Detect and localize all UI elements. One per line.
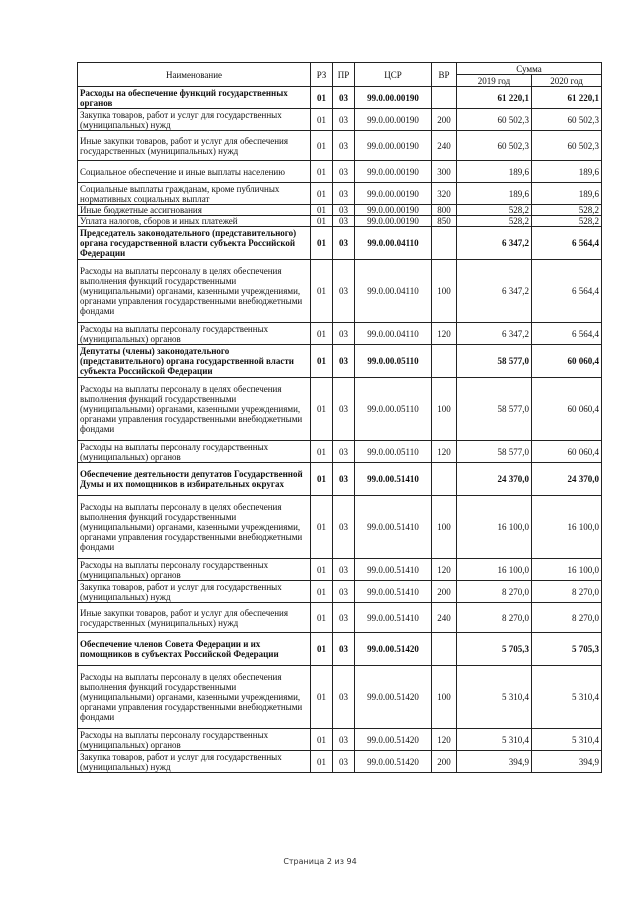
cell-rz: 01 xyxy=(311,109,333,131)
cell-csr: 99.0.00.00190 xyxy=(355,131,432,161)
cell-vr: 100 xyxy=(432,496,457,559)
cell-csr: 99.0.00.51410 xyxy=(355,496,432,559)
cell-2019: 5 310,4 xyxy=(457,729,532,751)
cell-name: Председатель законодательного (представительного) органа государственной власти субъекта Российской Федерации xyxy=(78,227,311,260)
cell-rz: 01 xyxy=(311,183,333,205)
cell-2019: 8 270,0 xyxy=(457,581,532,603)
cell-2019: 5 705,3 xyxy=(457,633,532,666)
cell-csr: 99.0.00.05110 xyxy=(355,441,432,463)
table-row xyxy=(78,87,602,109)
cell-rz: 01 xyxy=(311,161,333,183)
cell-2020: 16 100,0 xyxy=(532,496,602,559)
cell-rz: 01 xyxy=(311,87,333,109)
cell-2019: 60 502,3 xyxy=(457,109,532,131)
header-name: Наименование xyxy=(78,63,311,87)
cell-name: Иные закупки товаров, работ и услуг для обеспечения государственных (муниципальных) нужд xyxy=(78,603,311,633)
table-row xyxy=(78,227,602,260)
cell-csr: 99.0.00.05110 xyxy=(355,345,432,378)
cell-pr: 03 xyxy=(333,323,355,345)
cell-2020: 189,6 xyxy=(532,183,602,205)
cell-vr xyxy=(432,87,457,109)
cell-vr xyxy=(432,345,457,378)
cell-vr: 200 xyxy=(432,581,457,603)
cell-vr: 100 xyxy=(432,666,457,729)
cell-rz: 01 xyxy=(311,378,333,441)
cell-pr: 03 xyxy=(333,205,355,216)
cell-csr: 99.0.00.00190 xyxy=(355,87,432,109)
cell-2020: 24 370,0 xyxy=(532,463,602,496)
cell-rz: 01 xyxy=(311,559,333,581)
cell-pr: 03 xyxy=(333,441,355,463)
cell-pr: 03 xyxy=(333,463,355,496)
cell-csr: 99.0.00.04110 xyxy=(355,323,432,345)
cell-rz: 01 xyxy=(311,603,333,633)
cell-vr: 850 xyxy=(432,216,457,227)
table-row xyxy=(78,441,602,463)
cell-pr: 03 xyxy=(333,559,355,581)
cell-pr: 03 xyxy=(333,260,355,323)
table-row xyxy=(78,603,602,633)
cell-name: Закупка товаров, работ и услуг для государственных (муниципальных) нужд xyxy=(78,751,311,773)
cell-rz: 01 xyxy=(311,260,333,323)
cell-2020: 60 060,4 xyxy=(532,378,602,441)
cell-2020: 60 502,3 xyxy=(532,131,602,161)
cell-2020: 6 564,4 xyxy=(532,227,602,260)
cell-name: Расходы на выплаты персоналу в целях обеспечения выполнения функций государственными (муниципальными) органами, казенными учреждениями, органами управления государственными внебюджетными фондами xyxy=(78,666,311,729)
cell-2019: 58 577,0 xyxy=(457,378,532,441)
cell-name: Социальное обеспечение и иные выплаты населению xyxy=(78,161,311,183)
table-row xyxy=(78,666,602,729)
cell-pr: 03 xyxy=(333,345,355,378)
cell-vr: 120 xyxy=(432,729,457,751)
cell-rz: 01 xyxy=(311,205,333,216)
cell-csr: 99.0.00.04110 xyxy=(355,260,432,323)
cell-name: Расходы на обеспечение функций государственных органов xyxy=(78,87,311,109)
cell-2020: 528,2 xyxy=(532,216,602,227)
cell-2020: 60 060,4 xyxy=(532,441,602,463)
cell-vr: 300 xyxy=(432,161,457,183)
cell-rz: 01 xyxy=(311,323,333,345)
table-row xyxy=(78,260,602,323)
cell-2020: 8 270,0 xyxy=(532,581,602,603)
cell-csr: 99.0.00.51420 xyxy=(355,751,432,773)
cell-pr: 03 xyxy=(333,161,355,183)
cell-rz: 01 xyxy=(311,633,333,666)
cell-rz: 01 xyxy=(311,729,333,751)
table-row xyxy=(78,161,602,183)
cell-csr: 99.0.00.51410 xyxy=(355,603,432,633)
cell-2020: 8 270,0 xyxy=(532,603,602,633)
table-row xyxy=(78,496,602,559)
cell-name: Расходы на выплаты персоналу в целях обеспечения выполнения функций государственными (муниципальными) органами, казенными учреждениями, органами управления государственными внебюджетными фондами xyxy=(78,496,311,559)
cell-name: Расходы на выплаты персоналу государственных (муниципальных) органов xyxy=(78,323,311,345)
header-year-2019: 2019 год xyxy=(457,75,532,87)
cell-name: Расходы на выплаты персоналу государственных (муниципальных) органов xyxy=(78,441,311,463)
cell-csr: 99.0.00.00190 xyxy=(355,216,432,227)
cell-csr: 99.0.00.05110 xyxy=(355,378,432,441)
cell-vr: 320 xyxy=(432,183,457,205)
budget-table xyxy=(77,62,602,773)
cell-csr: 99.0.00.00190 xyxy=(355,205,432,216)
cell-2019: 394,9 xyxy=(457,751,532,773)
cell-pr: 03 xyxy=(333,87,355,109)
header-sum: Сумма xyxy=(457,63,602,75)
cell-rz: 01 xyxy=(311,227,333,260)
cell-name: Обеспечение деятельности депутатов Государственной Думы и их помощников в избирательных округах xyxy=(78,463,311,496)
cell-vr: 100 xyxy=(432,378,457,441)
table-row xyxy=(78,463,602,496)
cell-pr: 03 xyxy=(333,131,355,161)
cell-2020: 394,9 xyxy=(532,751,602,773)
cell-pr: 03 xyxy=(333,183,355,205)
table-row xyxy=(78,131,602,161)
cell-vr: 240 xyxy=(432,603,457,633)
cell-vr: 240 xyxy=(432,131,457,161)
cell-vr: 120 xyxy=(432,441,457,463)
cell-rz: 01 xyxy=(311,666,333,729)
cell-2019: 189,6 xyxy=(457,161,532,183)
cell-pr: 03 xyxy=(333,109,355,131)
cell-2019: 16 100,0 xyxy=(457,496,532,559)
header-pr: ПР xyxy=(333,63,355,87)
cell-2020: 61 220,1 xyxy=(532,87,602,109)
cell-pr: 03 xyxy=(333,216,355,227)
cell-2020: 5 705,3 xyxy=(532,633,602,666)
cell-vr xyxy=(432,227,457,260)
cell-vr: 200 xyxy=(432,751,457,773)
cell-vr: 100 xyxy=(432,260,457,323)
cell-name: Расходы на выплаты персоналу в целях обеспечения выполнения функций государственными (муниципальными) органами, казенными учреждениями, органами управления государственными внебюджетными фондами xyxy=(78,378,311,441)
cell-vr xyxy=(432,463,457,496)
cell-name: Расходы на выплаты персоналу государственных (муниципальных) органов xyxy=(78,559,311,581)
cell-2019: 6 347,2 xyxy=(457,323,532,345)
header-vr: ВР xyxy=(432,63,457,87)
cell-pr: 03 xyxy=(333,729,355,751)
table-row xyxy=(78,183,602,205)
cell-rz: 01 xyxy=(311,751,333,773)
cell-2020: 5 310,4 xyxy=(532,666,602,729)
cell-pr: 03 xyxy=(333,227,355,260)
header-rz: РЗ xyxy=(311,63,333,87)
cell-rz: 01 xyxy=(311,581,333,603)
cell-2020: 6 564,4 xyxy=(532,323,602,345)
table-row xyxy=(78,216,602,227)
cell-2019: 6 347,2 xyxy=(457,227,532,260)
cell-csr: 99.0.00.51410 xyxy=(355,463,432,496)
cell-2020: 6 564,4 xyxy=(532,260,602,323)
cell-2019: 60 502,3 xyxy=(457,131,532,161)
cell-vr: 800 xyxy=(432,205,457,216)
cell-name: Иные бюджетные ассигнования xyxy=(78,205,311,216)
table-row xyxy=(78,378,602,441)
cell-2020: 16 100,0 xyxy=(532,559,602,581)
cell-name: Закупка товаров, работ и услуг для государственных (муниципальных) нужд xyxy=(78,581,311,603)
cell-2019: 24 370,0 xyxy=(457,463,532,496)
cell-2019: 189,6 xyxy=(457,183,532,205)
cell-2019: 58 577,0 xyxy=(457,345,532,378)
table-row xyxy=(78,581,602,603)
cell-2020: 189,6 xyxy=(532,161,602,183)
cell-vr: 200 xyxy=(432,109,457,131)
cell-csr: 99.0.00.51410 xyxy=(355,581,432,603)
cell-pr: 03 xyxy=(333,666,355,729)
cell-csr: 99.0.00.51420 xyxy=(355,633,432,666)
cell-name: Уплата налогов, сборов и иных платежей xyxy=(78,216,311,227)
cell-name: Расходы на выплаты персоналу государственных (муниципальных) органов xyxy=(78,729,311,751)
cell-csr: 99.0.00.04110 xyxy=(355,227,432,260)
cell-csr: 99.0.00.00190 xyxy=(355,109,432,131)
cell-pr: 03 xyxy=(333,581,355,603)
cell-2019: 528,2 xyxy=(457,205,532,216)
cell-name: Социальные выплаты гражданам, кроме публичных нормативных социальных выплат xyxy=(78,183,311,205)
header-year-2020: 2020 год xyxy=(532,75,602,87)
cell-2020: 5 310,4 xyxy=(532,729,602,751)
cell-2020: 60 060,4 xyxy=(532,345,602,378)
cell-csr: 99.0.00.51420 xyxy=(355,666,432,729)
table-row xyxy=(78,751,602,773)
cell-name: Расходы на выплаты персоналу в целях обеспечения выполнения функций государственными (муниципальными) органами, казенными учреждениями, органами управления государственными внебюджетными фондами xyxy=(78,260,311,323)
cell-pr: 03 xyxy=(333,496,355,559)
cell-2019: 6 347,2 xyxy=(457,260,532,323)
cell-pr: 03 xyxy=(333,633,355,666)
cell-name: Закупка товаров, работ и услуг для государственных (муниципальных) нужд xyxy=(78,109,311,131)
cell-pr: 03 xyxy=(333,751,355,773)
header-csr: ЦСР xyxy=(355,63,432,87)
cell-rz: 01 xyxy=(311,345,333,378)
cell-2019: 16 100,0 xyxy=(457,559,532,581)
cell-csr: 99.0.00.00190 xyxy=(355,183,432,205)
cell-2019: 61 220,1 xyxy=(457,87,532,109)
cell-name: Иные закупки товаров, работ и услуг для обеспечения государственных (муниципальных) нужд xyxy=(78,131,311,161)
cell-pr: 03 xyxy=(333,603,355,633)
cell-name: Депутаты (члены) законодательного (представительного) органа государственной власти субъекта Российской Федерации xyxy=(78,345,311,378)
table-row xyxy=(78,205,602,216)
cell-vr: 120 xyxy=(432,559,457,581)
cell-2020: 60 502,3 xyxy=(532,109,602,131)
cell-name: Обеспечение членов Совета Федерации и их помощников в субъектах Российской Федерации xyxy=(78,633,311,666)
table-body xyxy=(78,87,602,773)
cell-rz: 01 xyxy=(311,496,333,559)
cell-csr: 99.0.00.51420 xyxy=(355,729,432,751)
cell-vr xyxy=(432,633,457,666)
cell-rz: 01 xyxy=(311,216,333,227)
cell-2019: 528,2 xyxy=(457,216,532,227)
table-row xyxy=(78,323,602,345)
cell-rz: 01 xyxy=(311,131,333,161)
cell-2019: 8 270,0 xyxy=(457,603,532,633)
cell-2019: 5 310,4 xyxy=(457,666,532,729)
table-row xyxy=(78,559,602,581)
table-row xyxy=(78,109,602,131)
cell-vr: 120 xyxy=(432,323,457,345)
table-row xyxy=(78,633,602,666)
cell-rz: 01 xyxy=(311,441,333,463)
cell-csr: 99.0.00.00190 xyxy=(355,161,432,183)
cell-rz: 01 xyxy=(311,463,333,496)
page-footer: Страница 2 из 94 xyxy=(283,857,357,866)
cell-csr: 99.0.00.51410 xyxy=(355,559,432,581)
table-row xyxy=(78,729,602,751)
cell-2020: 528,2 xyxy=(532,205,602,216)
cell-pr: 03 xyxy=(333,378,355,441)
table-row xyxy=(78,345,602,378)
cell-2019: 58 577,0 xyxy=(457,441,532,463)
